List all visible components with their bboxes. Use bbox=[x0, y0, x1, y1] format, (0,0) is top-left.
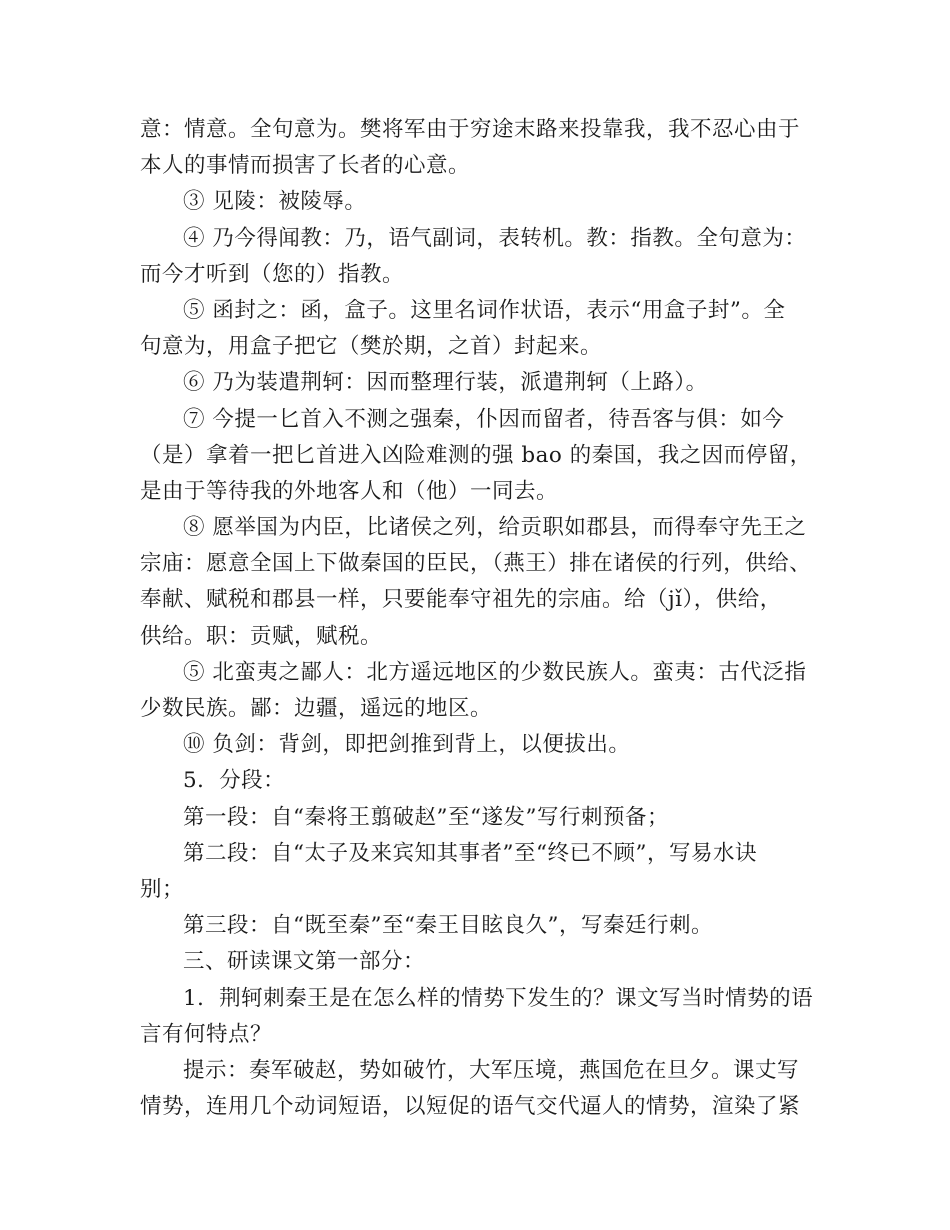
text-line: 提示：奏军破赵，势如破竹，大军压境，燕国危在旦夕。课丈写 bbox=[183, 1057, 800, 1083]
text-line: 供给。职：贡赋，赋税。 bbox=[140, 623, 383, 649]
section-heading: 三、研读课文第一部分： bbox=[183, 949, 426, 975]
text-line: 别； bbox=[140, 876, 185, 902]
question-line: 言有何特点？ bbox=[140, 1021, 273, 1047]
text-line: ⑩ 负剑：背剑，即把剑推到背上，以便拔出。 bbox=[183, 732, 631, 758]
text-line: 本人的事情而损害了长者的心意。 bbox=[140, 153, 471, 179]
text-line: ⑥ 乃为装遣荆轲：因而整理行装，派遣荆轲（上路）。 bbox=[183, 370, 708, 396]
text-line: 宗庙：愿意全国上下做秦国的臣民，（燕王）排在诸侯的行列，供给、 bbox=[140, 551, 812, 577]
text-line: ⑤ 函封之：函，盒子。这里名词作状语，表示“用盒子封”。全 bbox=[183, 297, 786, 323]
section-heading: 5．分段： bbox=[183, 768, 286, 794]
text-line: ⑦ 今提一匕首入不测之强秦，仆因而留者，待吾客与俱：如今 bbox=[183, 406, 785, 432]
text-line: ⑤ 北蛮夷之鄙人：北方遥远地区的少数民族人。蛮夷：古代泛指 bbox=[183, 659, 807, 685]
document-page bbox=[140, 112, 820, 1125]
text-line: 少数民族。鄙：边疆，遥远的地区。 bbox=[140, 696, 493, 721]
text-line: 意：情意。全句意为。樊将军由于穷途末路来投靠我，我不忍心由于 bbox=[140, 117, 801, 142]
text-line: 而今才听到（您的）指教。 bbox=[140, 261, 405, 287]
text-line: 句意为，用盒子把它（樊於期，之首）封起来。 bbox=[140, 334, 603, 360]
text-line: 奉献、赋税和郡县一样，只要能奉守祖先的宗庙。给（jǐ），供给， bbox=[140, 587, 782, 613]
text-line: 情势，连用几个动词短语，以短促的语气交代逼人的情势，渲染了紧 bbox=[140, 1094, 801, 1120]
question-line: 1．荆轲刺秦王是在怎么样的情势下发生的？课文写当时情势的语 bbox=[183, 985, 814, 1011]
text-line: 第三段：自“既至秦”至“秦王目眩良久”，写秦廷行刺。 bbox=[183, 913, 713, 939]
text-line: 第一段：自“秦将王翦破赵”至“遂发”写行刺预备； bbox=[183, 804, 669, 830]
text-line: ④ 乃今得闻教：乃，语气副词，表转机。教：指教。全句意为： bbox=[183, 225, 807, 251]
text-line: 是由于等待我的外地客人和（他）一同去。 bbox=[140, 478, 559, 504]
text-line: 第二段：自“太子及来宾知其事者”至“终已不顾”，写易水诀 bbox=[183, 840, 757, 866]
text-line: ③ 见陵：被陵辱。 bbox=[183, 189, 367, 215]
text-line: ⑧ 愿举国为内臣，比诸侯之列，给贡职如郡县，而得奉守先王之 bbox=[183, 515, 807, 541]
text-line: （是）拿着一把匕首进入凶险难测的强 bao 的秦国，我之因而停留， bbox=[140, 442, 812, 468]
